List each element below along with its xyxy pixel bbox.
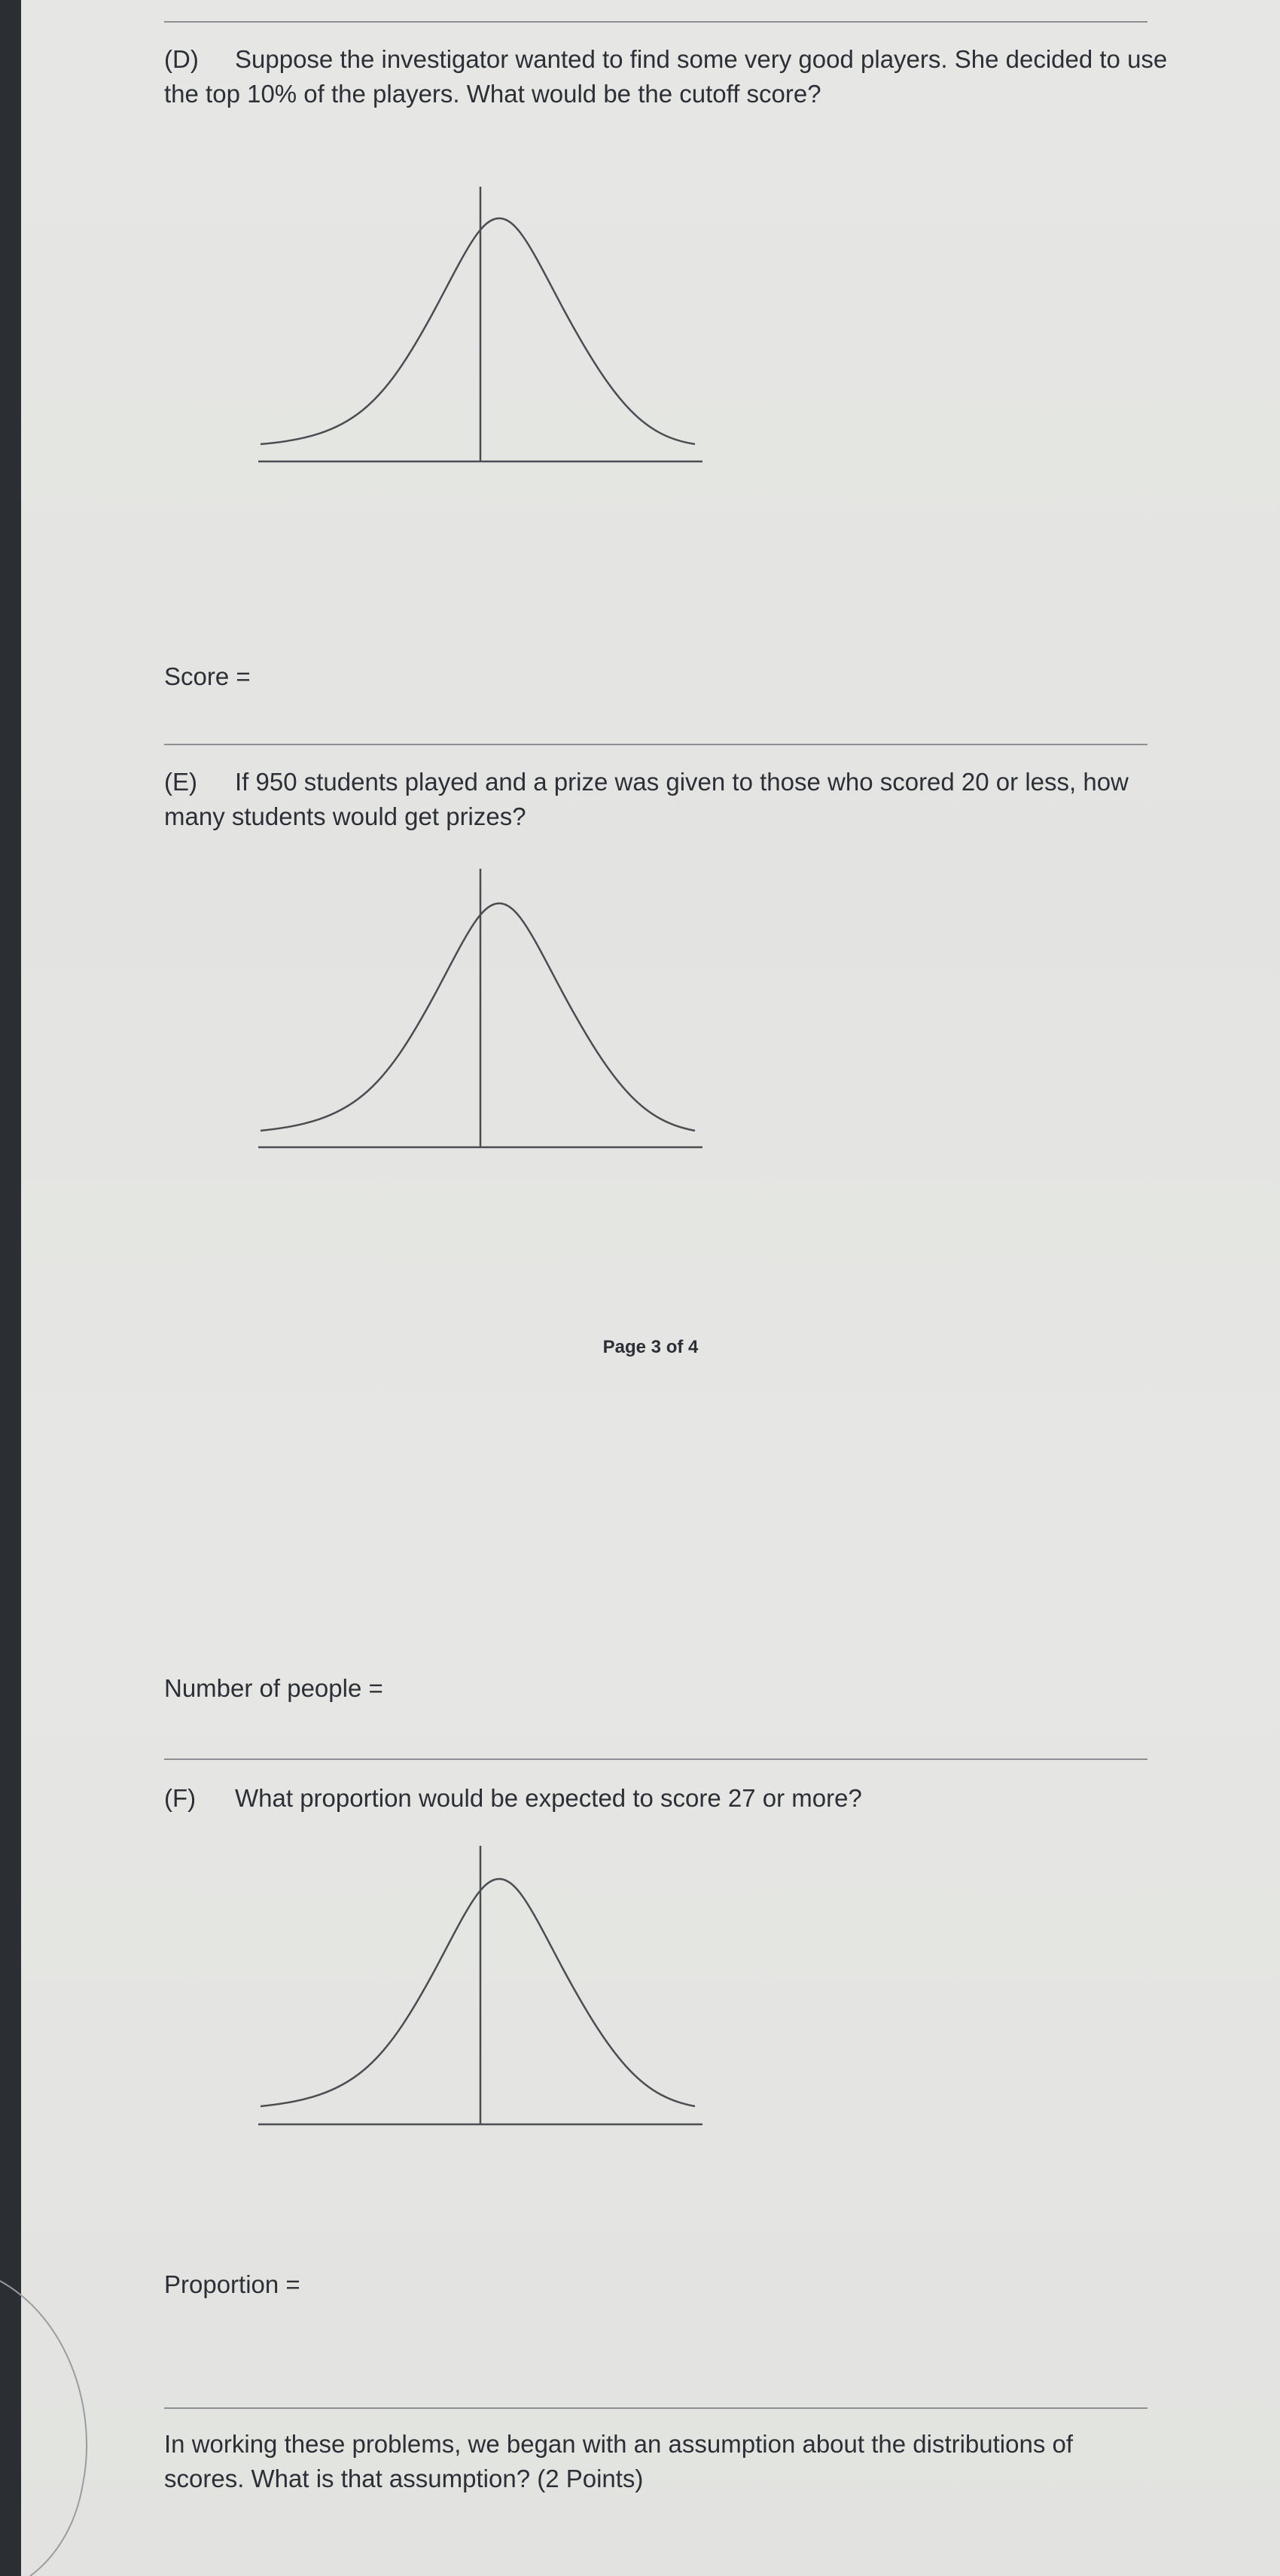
question-d-letter: (D) (164, 45, 199, 73)
assumption-question: In working these problems, we began with an assumption about the distributions of scores. What is that assumption? (2 Points) (164, 2430, 1074, 2492)
question-e (164, 765, 1173, 834)
question-d-text: Suppose the investigator wanted to find some very good players. She decided to use the top 10% of the players. What would be the cutoff score? (164, 45, 1168, 108)
proportion-answer-label: Proportion = (164, 2270, 300, 2298)
question-d (164, 42, 1173, 111)
score-answer-label: Score = (164, 662, 251, 690)
question-f-letter: (F) (164, 1784, 197, 1812)
question-e-letter: (E) (164, 768, 197, 796)
normal-curve-e[interactable] (247, 866, 714, 1152)
section-divider (164, 2407, 1147, 2409)
page-curl-shadow (0, 2258, 120, 2576)
bell-curve (261, 903, 695, 1131)
normal-curve-f[interactable] (247, 1841, 714, 2127)
section-divider (164, 744, 1147, 745)
question-e-text: If 950 students played and a prize was given to those who scored 20 or less, how many students would get prizes? (164, 768, 1129, 830)
question-f (164, 1781, 1173, 1816)
bell-curve (261, 218, 695, 444)
question-f-text: What proportion would be expected to score 27 or more? (235, 1784, 862, 1812)
section-divider (164, 21, 1147, 23)
bell-curve (261, 1879, 695, 2106)
section-divider (164, 1758, 1147, 1760)
number-of-people-answer-label: Number of people = (164, 1674, 383, 1702)
normal-curve-d[interactable] (247, 181, 714, 467)
worksheet-page (21, 0, 1280, 2576)
page-number: Page 3 of 4 (602, 1337, 699, 1357)
